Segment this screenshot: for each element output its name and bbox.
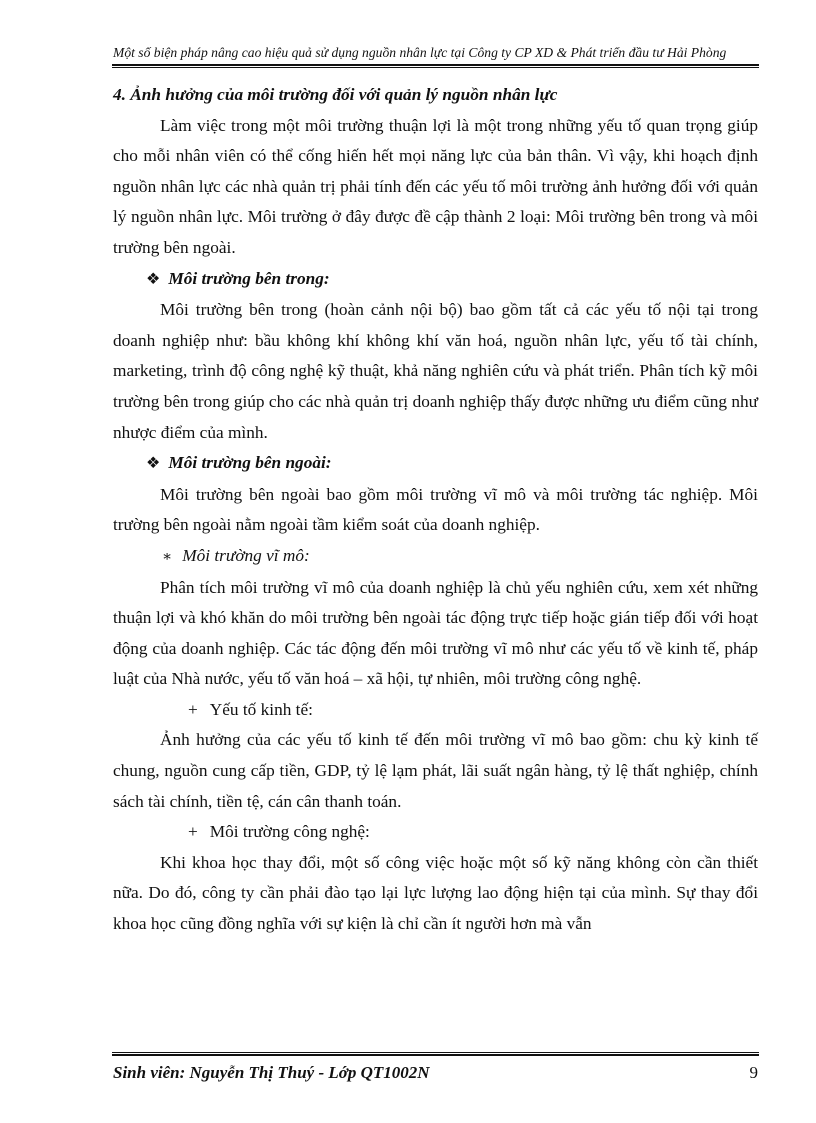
diamond-bullet-icon: ❖ [146, 455, 161, 473]
section-heading: 4. Ảnh hưởng của môi trường đối với quản lý nguồn nhân lực [113, 85, 558, 104]
header-rule [112, 64, 759, 66]
economic-factor-title: Yếu tố kinh tế: [209, 699, 313, 719]
footer-rule [112, 1054, 759, 1056]
macro-environment-heading [113, 541, 758, 573]
header-rule-thin [112, 67, 759, 68]
technology-environment-paragraph: Khi khoa học thay đổi, một số công việc hoặc một số kỹ năng không còn cần thiết nữa. Do đó, công ty cần phải đào tạo lại lực lượng lao động hiện tại của mình. Sự thay đổi khoa học cũng đồng nghĩa với sự kiện là chỉ cần ít người hơn mà vẫn [113, 852, 758, 934]
plus-bullet-icon: + [188, 822, 198, 842]
external-environment-title: Môi trường bên ngoài: [168, 453, 332, 473]
external-environment-paragraph: Môi trường bên ngoài bao gồm môi trường vĩ mô và môi trường tác nghiệp. Môi trường bên ngoài nằm ngoài tầm kiểm soát của doanh nghiệp. [113, 484, 758, 535]
page-number: 9 [749, 1063, 758, 1082]
plus-bullet-icon: + [188, 699, 198, 719]
internal-environment-heading [113, 264, 758, 296]
technology-environment-heading [113, 817, 758, 848]
diamond-bullet-icon: ❖ [146, 270, 161, 288]
economic-factor-heading [113, 695, 758, 726]
internal-environment-paragraph: Môi trường bên trong (hoàn cảnh nội bộ) bao gồm tất cả các yếu tố nội tại trong doanh nghiệp như: bầu không khí không khí văn hoá, nguồn nhân lực, yếu tố tài chính, marketing, trình độ công nghệ kỹ thuật, khả năng nghiên cứu và phát triển. Phân tích kỹ môi trường bên trong giúp cho các nhà quản trị doanh nghiệp thấy được những ưu điểm cũng như nhược điểm của mình. [113, 300, 758, 442]
macro-environment-title: Môi trường vĩ mô: [182, 545, 310, 565]
technology-environment-title: Môi trường công nghệ: [209, 822, 370, 842]
footer-author: Sinh viên: Nguyễn Thị Thuý - Lớp QT1002N [113, 1063, 430, 1082]
macro-environment-paragraph: Phân tích môi trường vĩ mô của doanh nghiệp là chủ yếu nghiên cứu, xem xét những thuận lợi và khó khăn do môi trường bên ngoài tác động trực tiếp hoặc gián tiếp đối với hoạt động của doanh nghiệp. Các tác động đến môi trường vĩ mô như các yếu tố về kinh tế, pháp luật của Nhà nước, yếu tố văn hoá – xã hội, tự nhiên, môi trường công nghệ. [113, 577, 758, 689]
running-header: Một số biện pháp nâng cao hiệu quả sử dụng nguồn nhân lực tại Công ty CP XD & Phát triển đầu tư Hải Phòng [113, 45, 727, 60]
intro-paragraph: Làm việc trong một môi trường thuận lợi là một trong những yếu tố quan trọng giúp cho mỗi nhân viên có thể cống hiến hết mọi năng lực của bản thân. Vì vậy, khi hoạch định nguồn nhân lực các nhà quản trị phải tính đến các yếu tố môi trường ảnh hưởng đối với quản lý nguồn nhân lực. Môi trường ở đây được đề cập thành 2 loại: Môi trường bên trong và môi trường bên ngoài. [113, 115, 758, 257]
page-content [113, 80, 758, 940]
asterisk-bullet-icon: ∗ [162, 548, 173, 565]
economic-factor-paragraph: Ảnh hưởng của các yếu tố kinh tế đến môi trường vĩ mô bao gồm: chu kỳ kinh tế chung, nguồn cung cấp tiền, GDP, tỷ lệ lạm phát, lãi suất ngân hàng, tỷ lệ thất nghiệp, chính sách tài chính, tiền tệ, cán cân thanh toán. [113, 730, 758, 811]
external-environment-heading [113, 448, 758, 480]
footer-rule-thin [112, 1052, 759, 1053]
internal-environment-title: Môi trường bên trong: [168, 268, 330, 288]
